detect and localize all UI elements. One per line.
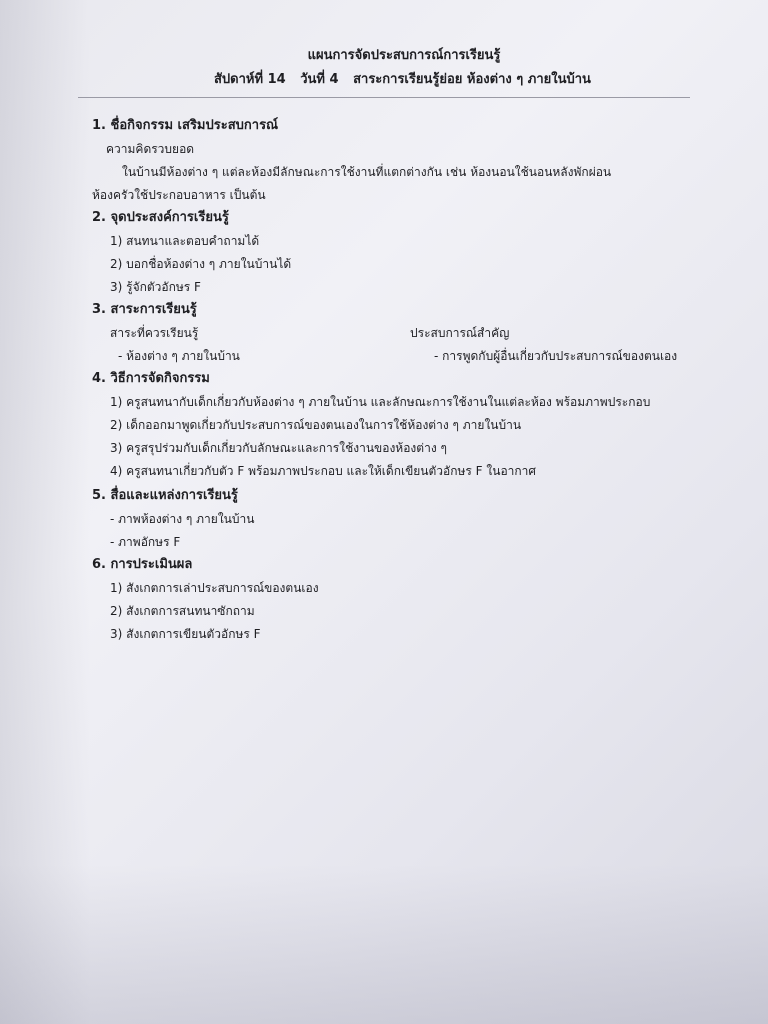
page-subtitle xyxy=(214,68,601,89)
section-3-heading: 3. สาระการเรียนรู้ xyxy=(92,302,197,317)
objective-item: 1) สนทนาและตอบคำถามได้ xyxy=(110,234,260,248)
content-right-item: - การพูดกับผู้อื่นเกี่ยวกับประสบการณ์ของตนเอง xyxy=(434,349,678,363)
media-item: - ภาพอักษร F xyxy=(110,535,181,549)
section-1-heading: 1. ชื่อกิจกรรม เสริมประสบการณ์ xyxy=(92,118,279,133)
method-item: 2) เด็กออกมาพูดเกี่ยวกับประสบการณ์ของตนเองในการใช้ห้องต่าง ๆ ภายในบ้าน xyxy=(110,418,522,432)
method-item: 3) ครูสรุปร่วมกับเด็กเกี่ยวกับลักษณะและการใช้งานของห้องต่าง ๆ xyxy=(110,441,447,455)
objective-item: 2) บอกชื่อห้องต่าง ๆ ภายในบ้านได้ xyxy=(110,257,292,271)
media-item: - ภาพห้องต่าง ๆ ภายในบ้าน xyxy=(110,512,255,526)
subject-label: สาระการเรียนรู้ย่อย ห้องต่าง ๆ ภายในบ้าน xyxy=(353,72,591,87)
paper-shadow-bottom xyxy=(0,864,768,1024)
day-label: วันที่ 4 xyxy=(300,72,339,87)
section-5-heading: 5. สื่อและแหล่งการเรียนรู้ xyxy=(92,488,238,503)
header-divider xyxy=(78,97,690,98)
week-label: สัปดาห์ที่ 14 xyxy=(214,72,286,87)
method-item: 1) ครูสนทนากับเด็กเกี่ยวกับห้องต่าง ๆ ภายในบ้าน และลักษณะการใช้งานในแต่ละห้อง พร้อมภาพประกอบ xyxy=(110,395,651,409)
evaluation-item: 1) สังเกตการเล่าประสบการณ์ของตนเอง xyxy=(110,581,319,595)
content-right-label: ประสบการณ์สำคัญ xyxy=(410,326,510,340)
evaluation-item: 2) สังเกตการสนทนาซักถาม xyxy=(110,604,255,618)
section-4-heading: 4. วิธีการจัดกิจกรรม xyxy=(92,371,210,386)
concept-line-1: ในบ้านมีห้องต่าง ๆ แต่ละห้องมีลักษณะการใช้งานที่แตกต่างกัน เช่น ห้องนอนใช้นอนหลังพักผ่อน xyxy=(122,165,612,179)
page-title: แผนการจัดประสบการณ์การเรียนรู้ xyxy=(307,48,501,63)
section-6-heading: 6. การประเมินผล xyxy=(92,557,193,572)
objective-item: 3) รู้จักตัวอักษร F xyxy=(110,280,201,294)
concept-label: ความคิดรวบยอด xyxy=(106,142,195,156)
concept-line-2: ห้องครัวใช้ประกอบอาหาร เป็นต้น xyxy=(92,188,266,202)
content-left-label: สาระที่ควรเรียนรู้ xyxy=(110,326,199,340)
evaluation-item: 3) สังเกตการเขียนตัวอักษร F xyxy=(110,627,261,641)
content-left-item: - ห้องต่าง ๆ ภายในบ้าน xyxy=(118,349,240,363)
section-2-heading: 2. จุดประสงค์การเรียนรู้ xyxy=(92,210,229,225)
method-item: 4) ครูสนทนาเกี่ยวกับตัว F พร้อมภาพประกอบ และให้เด็กเขียนตัวอักษร F ในอากาศ xyxy=(110,464,537,478)
